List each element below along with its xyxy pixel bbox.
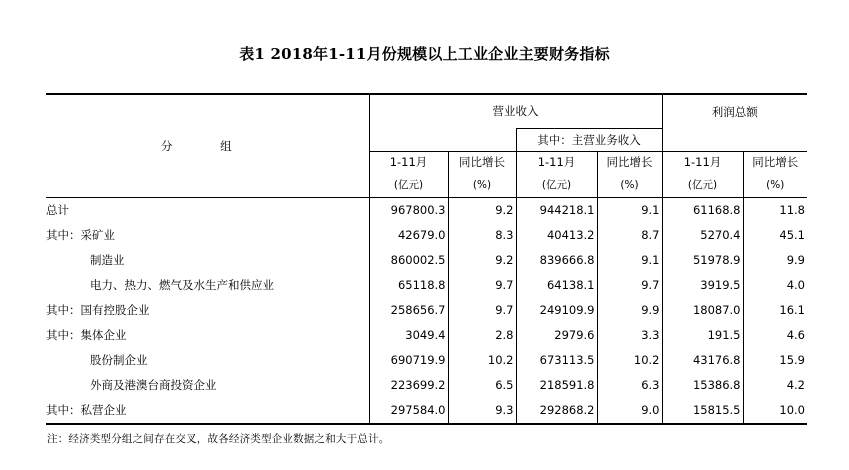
cell-main-revenue: 64138.1 — [516, 273, 597, 298]
cell-main-revenue: 218591.8 — [516, 373, 597, 398]
cell-revenue: 42679.0 — [369, 223, 448, 248]
cell-main-yoy: 9.0 — [597, 398, 662, 424]
cell-revenue: 967800.3 — [369, 197, 448, 223]
cell-main-yoy: 9.7 — [597, 273, 662, 298]
table-footnote: 注：经济类型分组之间存在交叉，故各经济类型企业数据之和大于总计。 — [47, 433, 390, 445]
header-main-period: 1-11月 — [516, 151, 597, 173]
cell-revenue-yoy: 9.7 — [448, 273, 516, 298]
row-label: 其中：国有控股企业 — [46, 303, 150, 317]
cell-revenue-yoy: 9.3 — [448, 398, 516, 424]
cell-main-revenue: 40413.2 — [516, 223, 597, 248]
table-row — [46, 298, 807, 323]
row-label: 股份制企业 — [90, 353, 148, 367]
cell-revenue-yoy: 6.5 — [448, 373, 516, 398]
header-main-yoy: 同比增长 — [597, 151, 662, 173]
row-label: 制造业 — [90, 253, 125, 267]
header-main-unit: (亿元) — [516, 173, 597, 197]
header-group: 分 组 — [46, 94, 369, 197]
cell-revenue-yoy: 10.2 — [448, 348, 516, 373]
header-rev-period: 1-11月 — [369, 151, 448, 173]
cell-revenue: 223699.2 — [369, 373, 448, 398]
row-label: 其中：集体企业 — [46, 328, 127, 342]
cell-profit: 43176.8 — [662, 348, 743, 373]
header-revenue: 营业收入 — [369, 94, 662, 128]
header-rev-unit: (亿元) — [369, 173, 448, 197]
table-row — [46, 248, 807, 273]
row-label: 外商及港澳台商投资企业 — [90, 378, 217, 392]
table-row — [46, 373, 807, 398]
header-profit-spacer — [662, 128, 807, 151]
header-profit-yoy: 同比增长 — [743, 151, 807, 173]
cell-profit: 61168.8 — [662, 197, 743, 223]
cell-revenue-yoy: 9.2 — [448, 248, 516, 273]
table-row — [46, 348, 807, 373]
cell-main-revenue: 292868.2 — [516, 398, 597, 424]
table-row — [46, 323, 807, 348]
cell-profit: 15386.8 — [662, 373, 743, 398]
cell-main-yoy: 10.2 — [597, 348, 662, 373]
header-rev-yoy-unit: (%) — [448, 173, 516, 197]
cell-revenue-yoy: 9.7 — [448, 298, 516, 323]
cell-profit-yoy: 11.8 — [743, 197, 807, 223]
cell-revenue: 297584.0 — [369, 398, 448, 424]
cell-profit-yoy: 4.2 — [743, 373, 807, 398]
cell-main-yoy: 9.9 — [597, 298, 662, 323]
header-revenue-spacer — [369, 128, 516, 151]
cell-main-yoy: 9.1 — [597, 197, 662, 223]
cell-profit-yoy: 15.9 — [743, 348, 807, 373]
cell-profit-yoy: 45.1 — [743, 223, 807, 248]
cell-revenue: 690719.9 — [369, 348, 448, 373]
cell-profit: 51978.9 — [662, 248, 743, 273]
table-row — [46, 223, 807, 248]
header-profit-yoy-unit: (%) — [743, 173, 807, 197]
table-row — [46, 197, 807, 223]
header-main-business: 其中：主营业务收入 — [516, 128, 662, 151]
cell-profit: 191.5 — [662, 323, 743, 348]
header-profit: 利润总额 — [662, 94, 807, 128]
cell-main-yoy: 8.7 — [597, 223, 662, 248]
header-profit-unit: (亿元) — [662, 173, 743, 197]
cell-revenue: 258656.7 — [369, 298, 448, 323]
cell-profit-yoy: 4.6 — [743, 323, 807, 348]
cell-revenue: 65118.8 — [369, 273, 448, 298]
header-main-yoy-unit: (%) — [597, 173, 662, 197]
cell-main-yoy: 6.3 — [597, 373, 662, 398]
table-row — [46, 273, 807, 298]
header-rev-yoy: 同比增长 — [448, 151, 516, 173]
cell-revenue: 860002.5 — [369, 248, 448, 273]
cell-profit-yoy: 9.9 — [743, 248, 807, 273]
row-label: 电力、热力、燃气及水生产和供应业 — [90, 278, 274, 292]
header-profit-period: 1-11月 — [662, 151, 743, 173]
cell-profit-yoy: 10.0 — [743, 398, 807, 424]
financial-indicators-table — [46, 93, 807, 425]
cell-main-revenue: 944218.1 — [516, 197, 597, 223]
cell-profit: 18087.0 — [662, 298, 743, 323]
cell-main-revenue: 673113.5 — [516, 348, 597, 373]
cell-revenue-yoy: 2.8 — [448, 323, 516, 348]
cell-revenue: 3049.4 — [369, 323, 448, 348]
table-row — [46, 398, 807, 424]
cell-revenue-yoy: 9.2 — [448, 197, 516, 223]
cell-main-revenue: 249109.9 — [516, 298, 597, 323]
cell-profit: 5270.4 — [662, 223, 743, 248]
cell-main-revenue: 839666.8 — [516, 248, 597, 273]
row-label: 总计 — [46, 203, 69, 217]
cell-profit: 3919.5 — [662, 273, 743, 298]
table-title: 表1 2018年1-11月份规模以上工业企业主要财务指标 — [239, 45, 610, 63]
cell-main-yoy: 9.1 — [597, 248, 662, 273]
cell-main-yoy: 3.3 — [597, 323, 662, 348]
row-label: 其中：私营企业 — [46, 398, 369, 424]
cell-profit-yoy: 4.0 — [743, 273, 807, 298]
cell-profit: 15815.5 — [662, 398, 743, 424]
row-label: 其中：采矿业 — [46, 228, 115, 242]
cell-profit-yoy: 16.1 — [743, 298, 807, 323]
cell-revenue-yoy: 8.3 — [448, 223, 516, 248]
cell-main-revenue: 2979.6 — [516, 323, 597, 348]
